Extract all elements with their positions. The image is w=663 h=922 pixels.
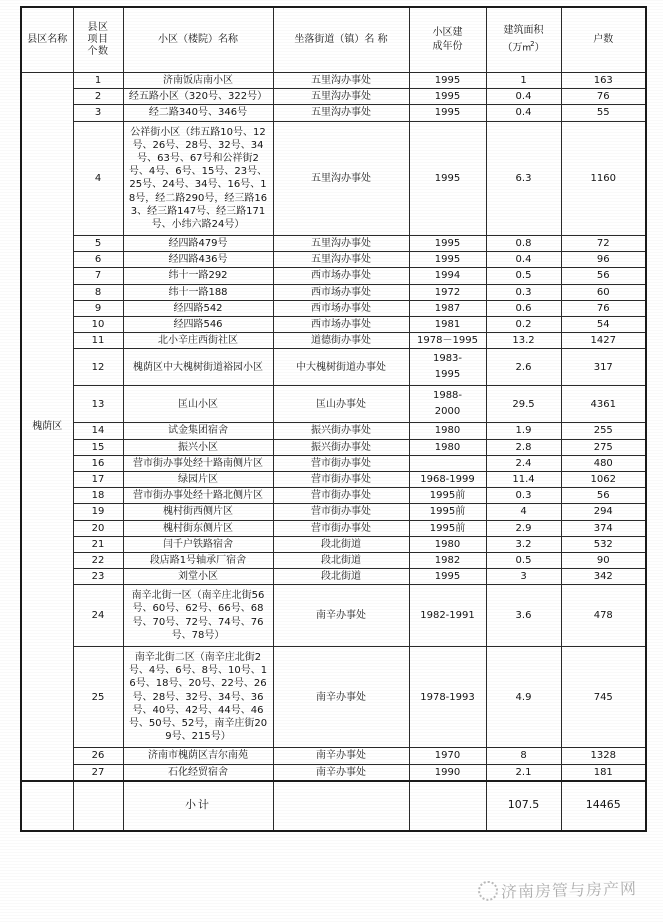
header-area-prefix: （万 (502, 42, 523, 54)
estate-name-cell: 北小辛庄西街社区 (123, 333, 273, 349)
floor-area-cell: 3.2 (486, 536, 561, 552)
street-cell: 营市街办事处 (273, 471, 409, 487)
header-area-unit: m (522, 43, 531, 54)
header-row (21, 7, 646, 73)
street-cell: 五里沟办事处 (273, 236, 409, 252)
estate-name-cell: 槐村街东侧片区 (123, 520, 273, 536)
floor-area-cell: 13.2 (486, 333, 561, 349)
estate-name-cell: 经五路小区（320号、322号） (123, 89, 273, 105)
street-cell: 西市场办事处 (273, 300, 409, 316)
street-cell: 南辛办事处 (273, 647, 409, 748)
households-cell: 4361 (561, 386, 646, 423)
street-cell: 五里沟办事处 (273, 105, 409, 121)
households-cell: 294 (561, 504, 646, 520)
total-households-cell: 14465 (561, 781, 646, 831)
build-year-cell: 1995 (409, 89, 486, 105)
households-cell: 1427 (561, 333, 646, 349)
row-index-cell: 17 (73, 471, 123, 487)
header-district-label: 县区名称 (27, 33, 68, 45)
table-row (21, 439, 646, 455)
build-year-cell: 1968-1999 (409, 471, 486, 487)
estate-name-cell: 段店路1号轴承厂宿舍 (123, 552, 273, 568)
row-index-cell: 7 (73, 268, 123, 284)
build-year-cell: 1987 (409, 300, 486, 316)
build-year-cell (409, 386, 486, 423)
households-cell: 1160 (561, 121, 646, 236)
households-cell: 76 (561, 89, 646, 105)
street-cell: 南辛办事处 (273, 585, 409, 647)
row-index-cell: 21 (73, 536, 123, 552)
row-index-cell: 27 (73, 764, 123, 781)
estate-name-cell: 南辛北街一区（南辛庄北街56号、60号、62号、66号、68号、70号、72号、74号、76号、78号） (123, 585, 273, 647)
row-index-cell: 15 (73, 439, 123, 455)
table-row (21, 300, 646, 316)
build-year-cell: 1981 (409, 317, 486, 333)
estate-name-cell: 经四路479号 (123, 236, 273, 252)
build-year-cell (409, 349, 486, 386)
street-cell: 匡山办事处 (273, 386, 409, 423)
header-street-label: 坐落街道（镇）名 称 (294, 33, 388, 45)
floor-area-cell: 2.8 (486, 439, 561, 455)
street-cell: 西市场办事处 (273, 268, 409, 284)
table-row (21, 333, 646, 349)
row-index-cell: 10 (73, 317, 123, 333)
table-row (21, 569, 646, 585)
row-index-cell: 18 (73, 488, 123, 504)
floor-area-cell: 2.6 (486, 349, 561, 386)
row-index-cell: 24 (73, 585, 123, 647)
estate-name-cell: 营市街办事处经十路南侧片区 (123, 455, 273, 471)
row-index-cell: 12 (73, 349, 123, 386)
build-year-cell: 1980 (409, 423, 486, 439)
floor-area-cell: 0.6 (486, 300, 561, 316)
header-area-superscript: 2 (530, 39, 535, 48)
build-year-cell: 1995 (409, 73, 486, 89)
row-index-cell: 9 (73, 300, 123, 316)
total-district-cell (21, 781, 73, 831)
build-year-cell: 1980 (409, 536, 486, 552)
estate-name-cell: 济南市槐荫区吉尔南苑 (123, 748, 273, 764)
build-year-cell: 1982-1991 (409, 585, 486, 647)
table-row (21, 488, 646, 504)
households-cell: 1062 (561, 471, 646, 487)
floor-area-cell: 0.5 (486, 552, 561, 568)
header-floor-area (486, 7, 561, 73)
street-cell: 营市街办事处 (273, 504, 409, 520)
header-count-line2: 项目 (87, 34, 109, 46)
row-index-cell: 5 (73, 236, 123, 252)
row-index-cell: 4 (73, 121, 123, 236)
row-index-cell: 2 (73, 89, 123, 105)
floor-area-cell: 4.9 (486, 647, 561, 748)
table-row (21, 317, 646, 333)
build-year-cell: 1972 (409, 284, 486, 300)
year-line1: 1983- (432, 353, 463, 365)
estate-name-cell: 闫千户铁路宿舍 (123, 536, 273, 552)
floor-area-cell: 0.5 (486, 268, 561, 284)
floor-area-cell: 8 (486, 748, 561, 764)
floor-area-cell: 3.6 (486, 585, 561, 647)
header-project-count (73, 7, 123, 73)
floor-area-cell: 0.2 (486, 317, 561, 333)
row-index-cell: 19 (73, 504, 123, 520)
floor-area-cell: 1.9 (486, 423, 561, 439)
build-year-cell: 1995 (409, 105, 486, 121)
row-index-cell: 13 (73, 386, 123, 423)
table-body (21, 73, 646, 831)
build-year-cell: 1970 (409, 748, 486, 764)
street-cell: 段北街道 (273, 536, 409, 552)
households-cell: 56 (561, 488, 646, 504)
row-index-cell: 3 (73, 105, 123, 121)
households-cell: 163 (561, 73, 646, 89)
watermark-text: 济南房管与房产网 (500, 878, 638, 901)
row-index-cell: 23 (73, 569, 123, 585)
row-index-cell: 8 (73, 284, 123, 300)
estate-name-cell: 经二路340号、346号 (123, 105, 273, 121)
estate-name-cell: 营市街办事处经十路北侧片区 (123, 488, 273, 504)
table-row (21, 252, 646, 268)
table-row (21, 748, 646, 764)
row-index-cell: 6 (73, 252, 123, 268)
households-cell: 342 (561, 569, 646, 585)
header-district (21, 7, 73, 73)
year-line2: 1995 (434, 369, 461, 381)
street-cell: 五里沟办事处 (273, 89, 409, 105)
estate-name-cell: 南辛北街二区（南辛庄北街2号、4号、6号、8号、10号、16号、18号、20号、22号、26号、28号、32号、34号、36号、40号、42号、44号、46号、50号、52号，南辛庄街209号、215号） (123, 647, 273, 748)
households-cell: 96 (561, 252, 646, 268)
row-index-cell: 1 (73, 73, 123, 89)
table-row (21, 471, 646, 487)
floor-area-cell: 11.4 (486, 471, 561, 487)
estate-name-cell: 刘堂小区 (123, 569, 273, 585)
build-year-cell (409, 455, 486, 471)
households-cell: 480 (561, 455, 646, 471)
build-year-cell: 1995 (409, 236, 486, 252)
estate-name-cell: 绿园片区 (123, 471, 273, 487)
total-label-cell: 小计 (123, 781, 273, 831)
households-cell: 1328 (561, 748, 646, 764)
estate-name-cell: 槐荫区中大槐树街道裕园小区 (123, 349, 273, 386)
table-row (21, 520, 646, 536)
street-cell: 五里沟办事处 (273, 73, 409, 89)
build-year-cell: 1980 (409, 439, 486, 455)
estate-name-cell: 槐村街西侧片区 (123, 504, 273, 520)
estate-name-cell: 经四路436号 (123, 252, 273, 268)
estate-name-cell: 试金集团宿舍 (123, 423, 273, 439)
table-row (21, 386, 646, 423)
table-row (21, 764, 646, 781)
total-street-cell (273, 781, 409, 831)
year-line2: 2000 (434, 406, 461, 418)
build-year-cell: 1978－1995 (409, 333, 486, 349)
table-header (21, 7, 646, 73)
header-households (561, 7, 646, 73)
total-row (21, 781, 646, 831)
estate-name-cell: 纬十一路292 (123, 268, 273, 284)
floor-area-cell: 0.8 (486, 236, 561, 252)
header-count-line1: 县区 (87, 22, 109, 34)
table-row (21, 536, 646, 552)
households-cell: 76 (561, 300, 646, 316)
year-line1: 1988- (432, 390, 463, 402)
housing-estate-table (20, 6, 647, 832)
table-row (21, 504, 646, 520)
street-cell: 段北街道 (273, 569, 409, 585)
district-name-cell: 槐荫区 (21, 73, 73, 781)
total-year-cell (409, 781, 486, 831)
table-row (21, 423, 646, 439)
households-cell: 90 (561, 552, 646, 568)
estate-name-cell: 公祥街小区（纬五路10号、12号、26号、28号、32号、34号、63号、67号和公祥街2号、4号、6号、15号、23号、25号、24号、34号、16号、18号，经二路290号，经三路163、经三路147号、经三路171号、小纬六路24号） (123, 121, 273, 236)
header-build-year (409, 7, 486, 73)
header-area-line2 (502, 39, 544, 56)
street-cell: 振兴街办事处 (273, 439, 409, 455)
street-cell: 五里沟办事处 (273, 252, 409, 268)
floor-area-cell: 0.4 (486, 105, 561, 121)
total-index-cell (73, 781, 123, 831)
header-households-label: 户数 (593, 33, 614, 45)
households-cell: 54 (561, 317, 646, 333)
header-area-suffix: ） (534, 42, 545, 54)
households-cell: 745 (561, 647, 646, 748)
table-row (21, 268, 646, 284)
street-cell: 振兴街办事处 (273, 423, 409, 439)
build-year-cell: 1995前 (409, 488, 486, 504)
header-estate-name (123, 7, 273, 73)
estate-name-cell: 济南饭店南小区 (123, 73, 273, 89)
households-cell: 55 (561, 105, 646, 121)
estate-name-cell: 振兴小区 (123, 439, 273, 455)
street-cell: 五里沟办事处 (273, 121, 409, 236)
estate-name-cell: 经四路546 (123, 317, 273, 333)
floor-area-cell: 29.5 (486, 386, 561, 423)
row-index-cell: 14 (73, 423, 123, 439)
row-index-cell: 11 (73, 333, 123, 349)
street-cell: 道德街办事处 (273, 333, 409, 349)
build-year-cell: 1995 (409, 252, 486, 268)
street-cell: 段北街道 (273, 552, 409, 568)
street-cell: 营市街办事处 (273, 520, 409, 536)
floor-area-cell: 1 (486, 73, 561, 89)
floor-area-cell: 0.3 (486, 488, 561, 504)
floor-area-cell: 2.4 (486, 455, 561, 471)
header-year-line1: 小区建 (432, 26, 463, 38)
build-year-cell: 1995前 (409, 520, 486, 536)
table-row (21, 73, 646, 89)
table-row (21, 585, 646, 647)
households-cell: 275 (561, 439, 646, 455)
row-index-cell: 16 (73, 455, 123, 471)
table-row (21, 105, 646, 121)
table-sheet (20, 6, 645, 914)
table-row (21, 284, 646, 300)
row-index-cell: 20 (73, 520, 123, 536)
estate-name-cell: 石化经贸宿舍 (123, 764, 273, 781)
build-year-cell: 1994 (409, 268, 486, 284)
households-cell: 72 (561, 236, 646, 252)
build-year-cell: 1995前 (409, 504, 486, 520)
households-cell: 181 (561, 764, 646, 781)
floor-area-cell: 2.9 (486, 520, 561, 536)
street-cell: 中大槐树街道办事处 (273, 349, 409, 386)
households-cell: 255 (561, 423, 646, 439)
table-row (21, 89, 646, 105)
households-cell: 60 (561, 284, 646, 300)
build-year-cell: 1990 (409, 764, 486, 781)
estate-name-cell: 纬十一路188 (123, 284, 273, 300)
table-row (21, 121, 646, 236)
floor-area-cell: 0.4 (486, 252, 561, 268)
households-cell: 532 (561, 536, 646, 552)
header-year-line2: 成年份 (432, 41, 463, 52)
header-street (273, 7, 409, 73)
floor-area-cell: 0.4 (486, 89, 561, 105)
estate-name-cell: 匡山小区 (123, 386, 273, 423)
floor-area-cell: 6.3 (486, 121, 561, 236)
floor-area-cell: 2.1 (486, 764, 561, 781)
header-area-line1: 建筑面积 (503, 25, 544, 37)
row-index-cell: 26 (73, 748, 123, 764)
build-year-cell: 1995 (409, 121, 486, 236)
table-row (21, 236, 646, 252)
build-year-cell: 1982 (409, 552, 486, 568)
households-cell: 478 (561, 585, 646, 647)
table-row (21, 552, 646, 568)
households-cell: 56 (561, 268, 646, 284)
row-index-cell: 22 (73, 552, 123, 568)
total-floor-area-cell: 107.5 (486, 781, 561, 831)
table-row (21, 455, 646, 471)
households-cell: 317 (561, 349, 646, 386)
floor-area-cell: 3 (486, 569, 561, 585)
street-cell: 南辛办事处 (273, 764, 409, 781)
header-estate-name-label: 小区（楼院）名称 (158, 33, 238, 45)
floor-area-cell: 4 (486, 504, 561, 520)
street-cell: 南辛办事处 (273, 748, 409, 764)
table-row (21, 647, 646, 748)
street-cell: 营市街办事处 (273, 488, 409, 504)
street-cell: 西市场办事处 (273, 284, 409, 300)
row-index-cell: 25 (73, 647, 123, 748)
floor-area-cell: 0.3 (486, 284, 561, 300)
households-cell: 374 (561, 520, 646, 536)
estate-name-cell: 经四路542 (123, 300, 273, 316)
street-cell: 西市场办事处 (273, 317, 409, 333)
build-year-cell: 1995 (409, 569, 486, 585)
header-count-line3: 个数 (87, 45, 109, 57)
street-cell: 营市街办事处 (273, 455, 409, 471)
table-row (21, 349, 646, 386)
build-year-cell: 1978-1993 (409, 647, 486, 748)
